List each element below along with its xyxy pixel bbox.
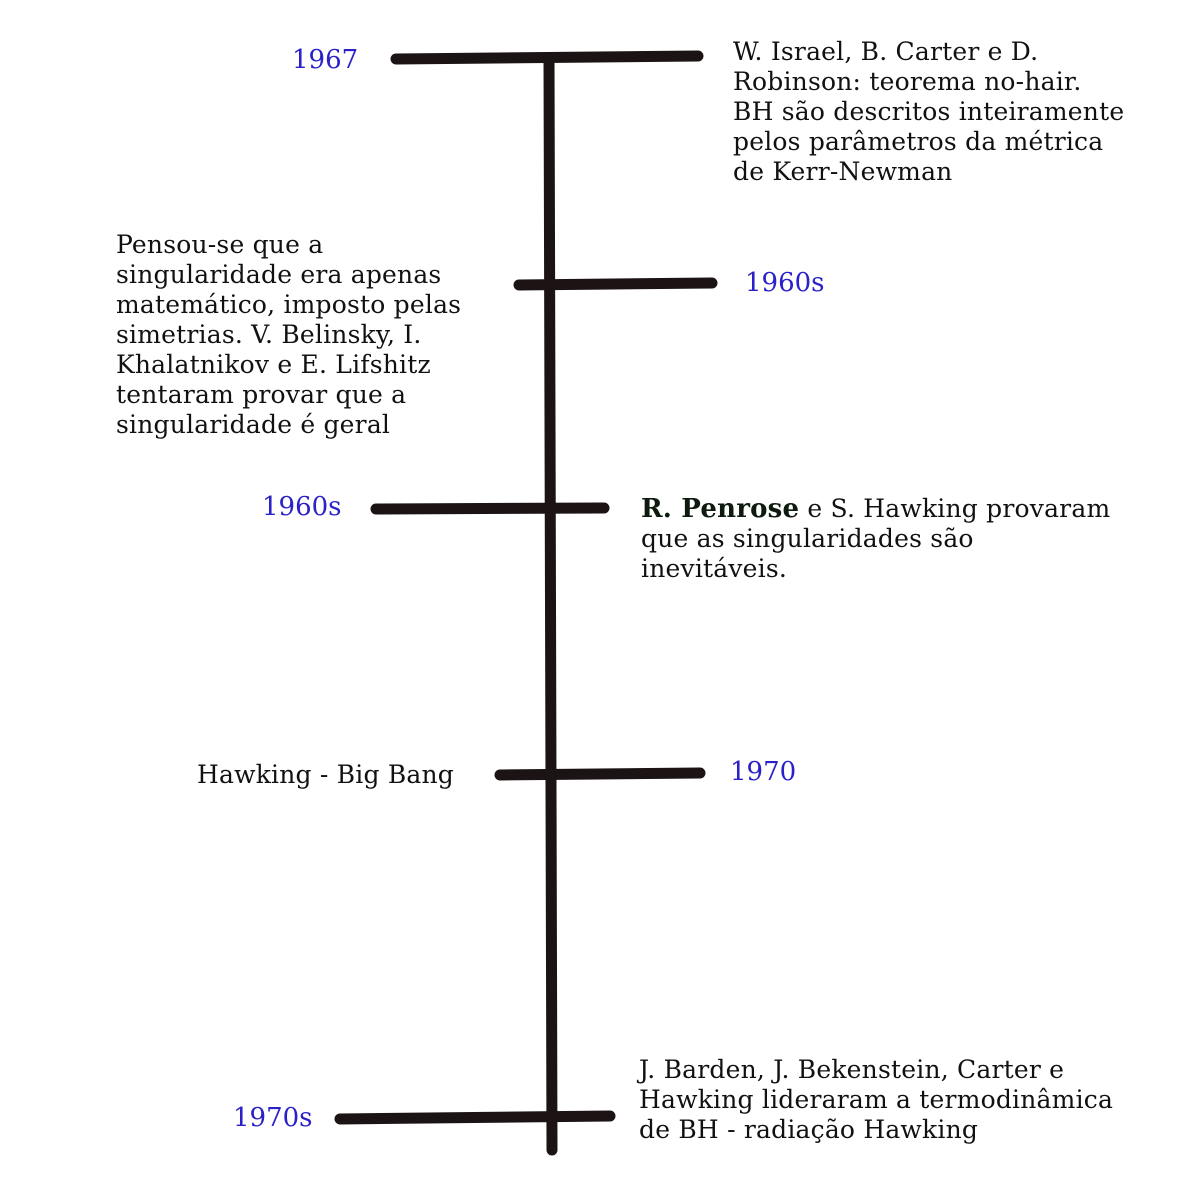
description-line: inevitáveis.	[641, 554, 788, 583]
description-line: Robinson: teorema no-hair.	[733, 67, 1082, 96]
description-line: J. Barden, J. Bekenstein, Carter e	[639, 1055, 1065, 1084]
event-description-1970	[197, 760, 454, 790]
highlighted-name: R. Penrose	[641, 494, 800, 524]
description-line: Khalatnikov e E. Lifshitz	[116, 350, 431, 379]
description-line: de Kerr-Newman	[733, 157, 953, 186]
year-label-1970: 1970	[730, 757, 797, 787]
timeline-axis	[549, 58, 552, 1150]
description-line: W. Israel, B. Carter e D.	[733, 37, 1039, 66]
description-line: Pensou-se que a	[116, 230, 324, 259]
tick-1967	[396, 56, 698, 59]
tick-1970s	[340, 1116, 610, 1119]
description-line: singularidade é geral	[116, 410, 391, 439]
year-label-1960s-upper: 1960s	[745, 268, 825, 298]
description-line: de BH - radiação Hawking	[639, 1115, 979, 1144]
description-line	[641, 494, 1110, 524]
event-description-1970s	[639, 1055, 1113, 1145]
event-description-1967	[733, 37, 1124, 187]
description-line: que as singularidades são	[641, 524, 974, 553]
year-label-1970s: 1970s	[233, 1103, 313, 1133]
description-line: Hawking lideraram a termodinâmica	[639, 1085, 1114, 1114]
description-line: tentaram provar que a	[116, 380, 407, 409]
description-line: Hawking - Big Bang	[197, 760, 454, 789]
description-line: singularidade era apenas	[116, 260, 442, 289]
tick-1970	[500, 773, 700, 775]
event-description-1960s-lower	[641, 494, 1110, 584]
description-line: BH são descritos inteiramente	[733, 97, 1125, 126]
tick-1960s-upper	[519, 283, 712, 285]
description-line: simetrias. V. Belinsky, I.	[116, 320, 422, 349]
tick-1960s-lower	[376, 508, 604, 509]
event-description-1960s-upper	[116, 230, 461, 440]
description-line: matemático, imposto pelas	[116, 290, 462, 319]
description-text: e S. Hawking provaram	[799, 494, 1111, 523]
year-label-1960s-lower: 1960s	[262, 492, 342, 522]
description-line: pelos parâmetros da métrica	[733, 127, 1104, 156]
year-label-1967: 1967	[292, 45, 359, 75]
